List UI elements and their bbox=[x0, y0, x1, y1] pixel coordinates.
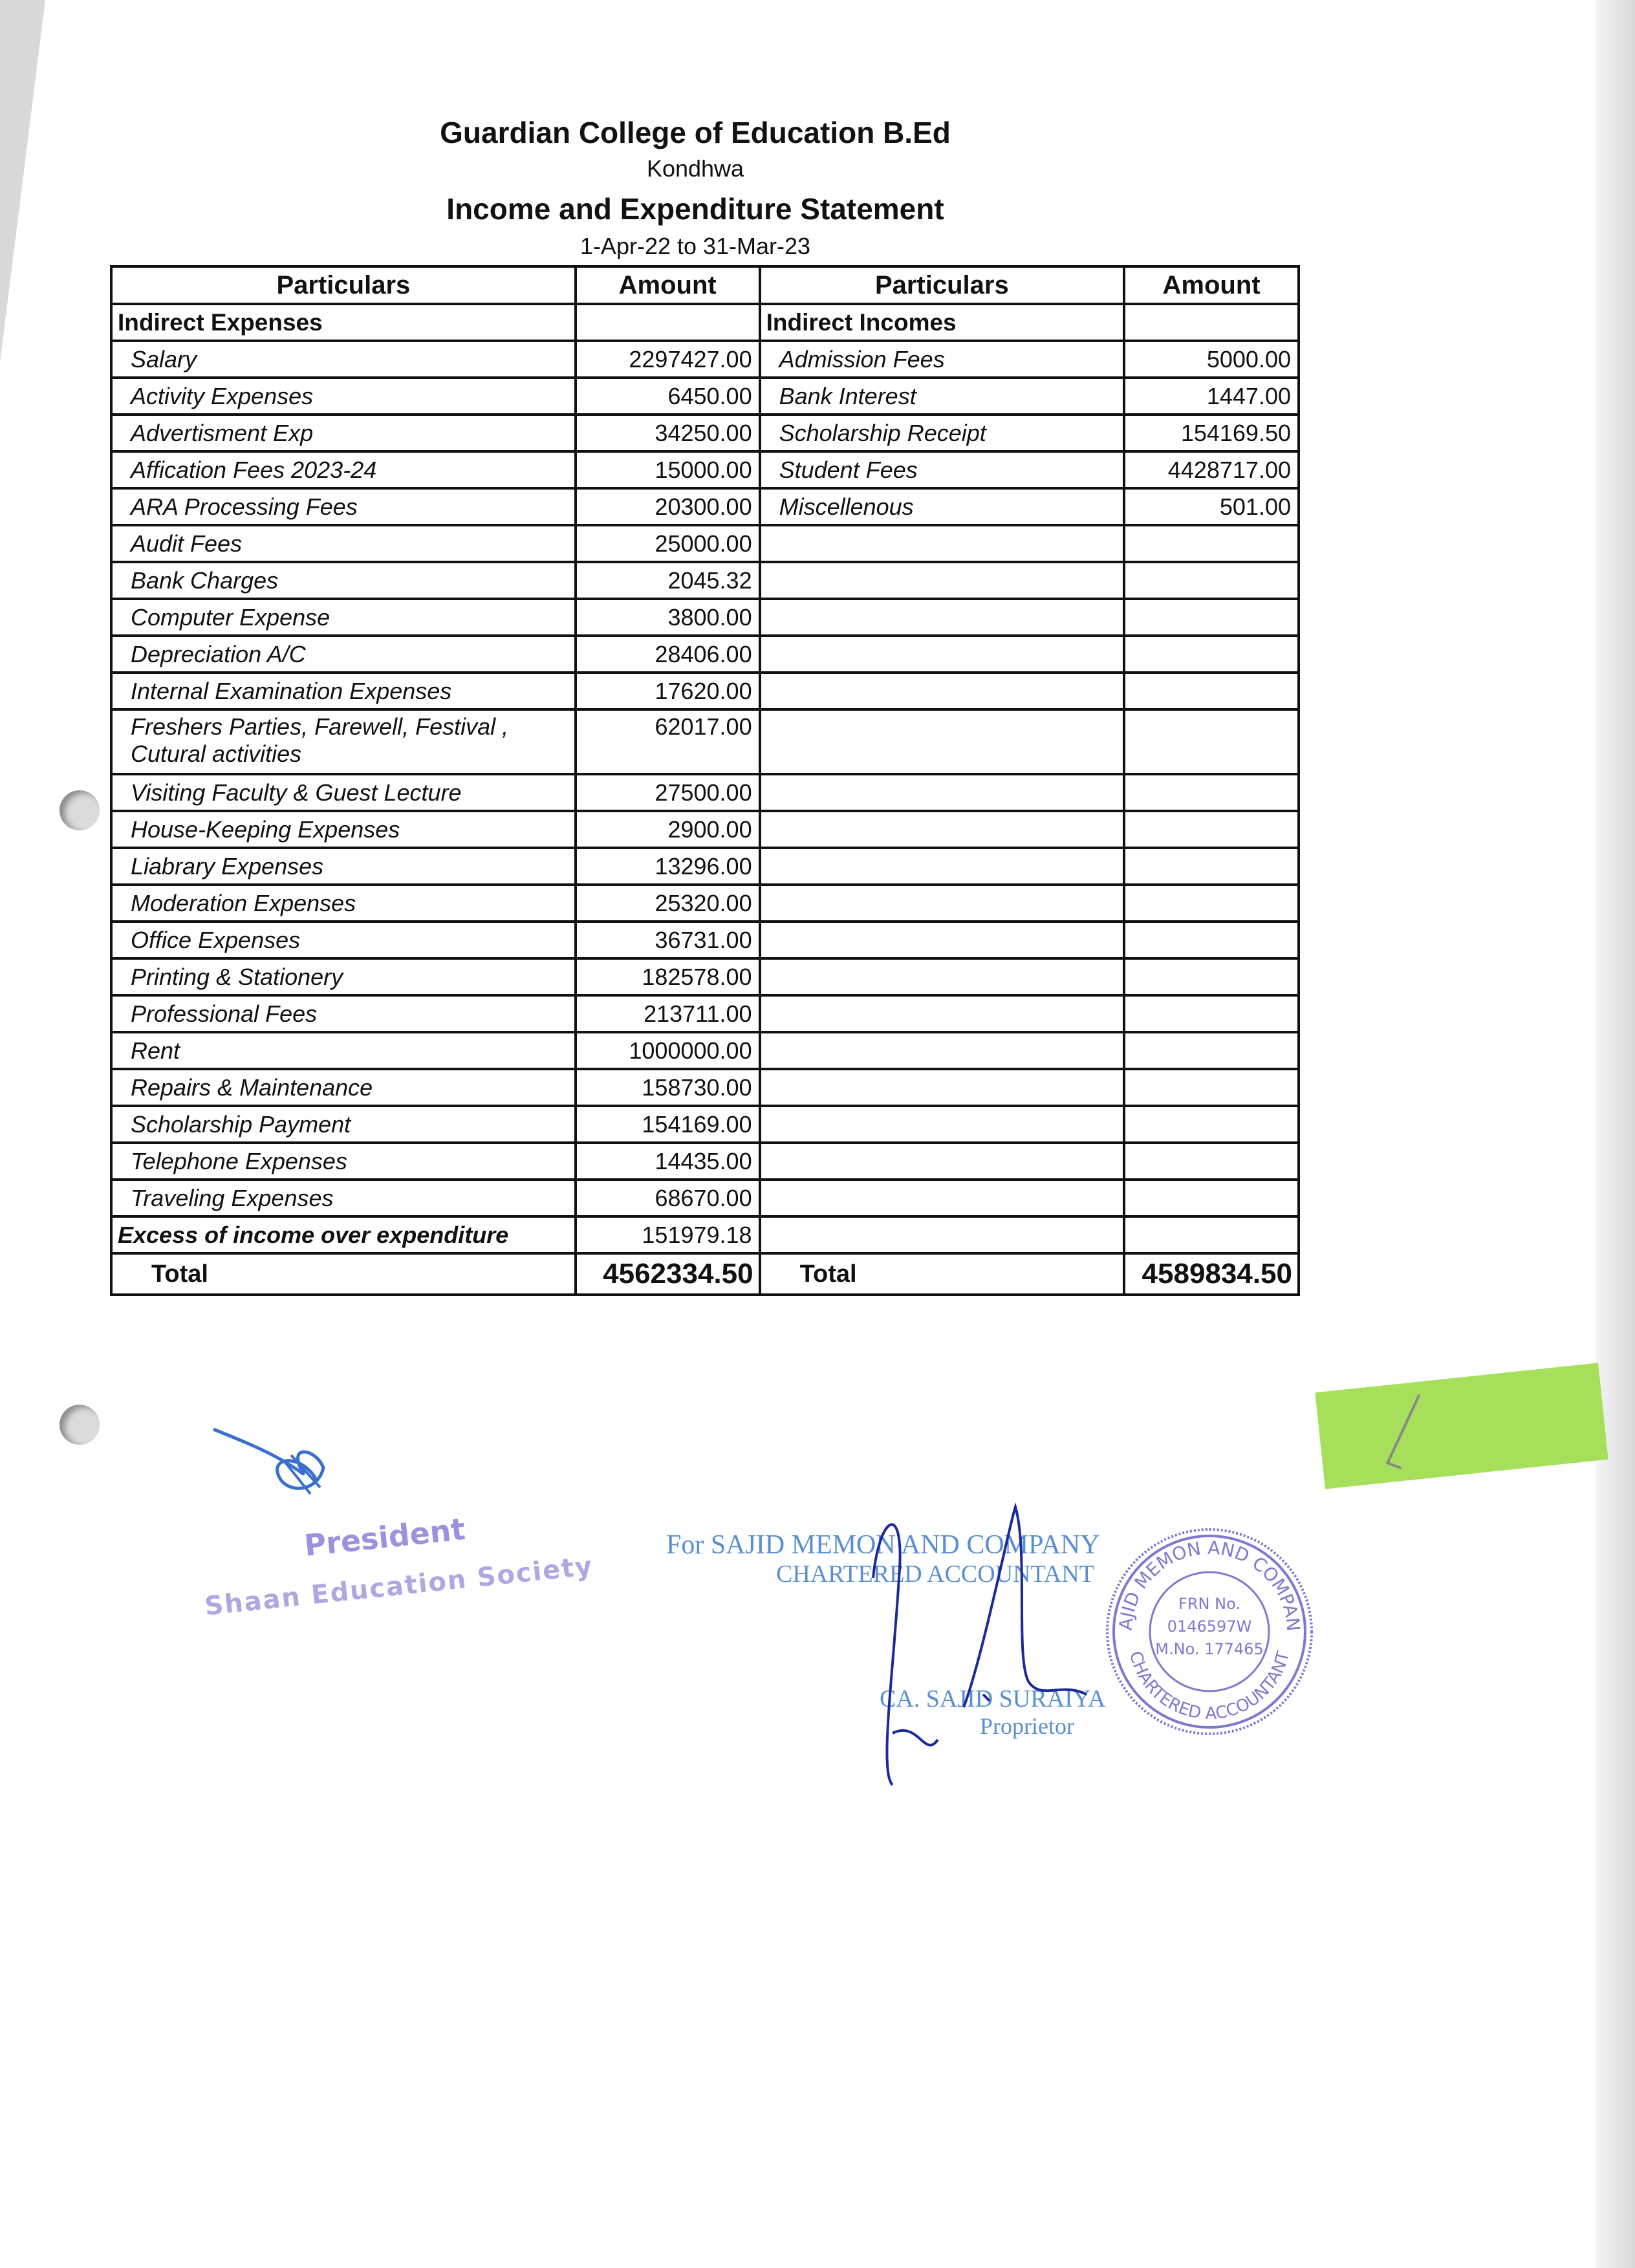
expense-amount: 14435.00 bbox=[576, 1143, 760, 1180]
expense-amount: 36731.00 bbox=[576, 922, 760, 958]
punch-hole bbox=[60, 790, 100, 830]
expense-amount: 68670.00 bbox=[576, 1180, 760, 1216]
table-row bbox=[111, 922, 1299, 958]
empty-cell bbox=[1124, 673, 1299, 709]
income-amount: 5000.00 bbox=[1124, 341, 1299, 378]
ca-role-stamp: Proprietor bbox=[980, 1713, 1074, 1739]
expense-amount: 13296.00 bbox=[576, 848, 760, 885]
empty-cell bbox=[1124, 562, 1299, 599]
empty-cell bbox=[1124, 1216, 1299, 1253]
expense-amount: 154169.00 bbox=[576, 1106, 760, 1143]
statement-title: Income and Expenditure Statement bbox=[446, 192, 944, 226]
ca-title-stamp: CHARTERED ACCOUNTANT bbox=[776, 1561, 1094, 1588]
expense-amount: 27500.00 bbox=[576, 774, 760, 811]
ca-name-stamp: CA. SAJID SURAIYA bbox=[880, 1685, 1106, 1712]
college-location: Kondhwa bbox=[646, 155, 744, 182]
empty-cell bbox=[760, 995, 1124, 1032]
empty-cell bbox=[760, 811, 1124, 848]
excess-amount: 151979.18 bbox=[576, 1216, 760, 1253]
expense-amount: 1000000.00 bbox=[576, 1032, 760, 1069]
page-edge-shadow bbox=[1596, 0, 1635, 2268]
svg-text:CHARTERED ACCOUNTANT bbox=[1125, 1649, 1294, 1723]
empty-cell bbox=[760, 673, 1124, 709]
table-row bbox=[111, 599, 1299, 636]
punch-hole bbox=[60, 1405, 100, 1445]
president-stamp: President bbox=[302, 1511, 467, 1563]
table-row bbox=[111, 1069, 1299, 1106]
expense-amount: 17620.00 bbox=[576, 673, 760, 709]
empty-cell bbox=[760, 525, 1124, 562]
table-row bbox=[111, 415, 1299, 451]
table-row bbox=[111, 1143, 1299, 1180]
table-row bbox=[111, 525, 1299, 562]
empty-cell bbox=[1124, 709, 1299, 774]
table-row bbox=[111, 451, 1299, 488]
sticky-tag bbox=[1315, 1363, 1608, 1489]
excess-label: Excess of income over expenditure bbox=[111, 1216, 576, 1253]
total-amount-left: 4562334.50 bbox=[576, 1253, 760, 1295]
total-row bbox=[111, 1253, 1299, 1295]
seal-frn: 0146597W bbox=[1167, 1617, 1252, 1636]
expense-amount: 34250.00 bbox=[576, 415, 760, 451]
table-row bbox=[111, 885, 1299, 922]
table-row bbox=[111, 1032, 1299, 1069]
income-label: Scholarship Receipt bbox=[760, 415, 1124, 451]
table-header-row bbox=[111, 266, 1299, 304]
total-label-right: Total bbox=[760, 1253, 1124, 1295]
empty-cell bbox=[1124, 811, 1299, 848]
expense-amount: 25320.00 bbox=[576, 885, 760, 922]
income-amount: 154169.50 bbox=[1124, 415, 1299, 451]
table-row bbox=[111, 848, 1299, 885]
expense-label: Moderation Expenses bbox=[111, 885, 576, 922]
president-signature bbox=[207, 1416, 336, 1517]
seal-frn-label: FRN No. bbox=[1178, 1595, 1240, 1613]
empty-cell bbox=[1124, 599, 1299, 636]
ca-firm-stamp: For SAJID MEMON AND COMPANY bbox=[666, 1530, 1100, 1560]
expense-label: Salary bbox=[111, 341, 576, 378]
empty-cell bbox=[760, 1216, 1124, 1253]
college-name: Guardian College of Education B.Ed bbox=[440, 116, 951, 149]
table-row bbox=[111, 488, 1299, 525]
income-label: Miscellenous bbox=[760, 488, 1124, 525]
empty-cell bbox=[760, 1143, 1124, 1180]
empty-cell bbox=[760, 922, 1124, 958]
seal-top-text: AJID MEMON AND COMPAN bbox=[1114, 1537, 1305, 1632]
expense-label: Depreciation A/C bbox=[111, 636, 576, 673]
table-row bbox=[111, 636, 1299, 673]
empty-cell bbox=[1124, 1180, 1299, 1216]
expense-label: Internal Examination Expenses bbox=[111, 673, 576, 709]
ca-signature bbox=[867, 1487, 1099, 1795]
empty-cell bbox=[1124, 958, 1299, 995]
incomes-group-label: Indirect Incomes bbox=[760, 304, 1124, 341]
expense-label: Freshers Parties, Farewell, Festival , Cutural activities bbox=[111, 709, 576, 774]
ca-seal bbox=[1103, 1525, 1316, 1738]
empty-cell bbox=[760, 1180, 1124, 1216]
expense-amount: 25000.00 bbox=[576, 525, 760, 562]
table-row bbox=[111, 774, 1299, 811]
expense-label: Audit Fees bbox=[111, 525, 576, 562]
expense-label: Advertisment Exp bbox=[111, 415, 576, 451]
empty-cell bbox=[760, 562, 1124, 599]
expense-amount: 2045.32 bbox=[576, 562, 760, 599]
expense-amount: 6450.00 bbox=[576, 378, 760, 415]
group-row bbox=[111, 304, 1299, 341]
table-row bbox=[111, 378, 1299, 415]
expense-amount: 2900.00 bbox=[576, 811, 760, 848]
empty-cell bbox=[760, 709, 1124, 774]
expense-amount: 20300.00 bbox=[576, 488, 760, 525]
expense-label: Printing & Stationery bbox=[111, 958, 576, 995]
table-row bbox=[111, 995, 1299, 1032]
expense-label: Bank Charges bbox=[111, 562, 576, 599]
expense-label: Scholarship Payment bbox=[111, 1106, 576, 1143]
empty-cell bbox=[1124, 1069, 1299, 1106]
expense-label: ARA Processing Fees bbox=[111, 488, 576, 525]
expense-label: Computer Expense bbox=[111, 599, 576, 636]
empty-cell bbox=[1124, 774, 1299, 811]
seal-mno: M.No. 177465 bbox=[1155, 1640, 1264, 1658]
expense-amount: 182578.00 bbox=[576, 958, 760, 995]
empty-cell bbox=[1124, 995, 1299, 1032]
empty-cell bbox=[760, 1106, 1124, 1143]
statement-period: 1-Apr-22 to 31-Mar-23 bbox=[579, 233, 811, 259]
income-amount: 501.00 bbox=[1124, 488, 1299, 525]
income-label: Bank Interest bbox=[760, 378, 1124, 415]
empty-cell bbox=[1124, 525, 1299, 562]
svg-text:SAJID MEMON AND COMPANY bbox=[1103, 1525, 1304, 1632]
header-amount-incomes: Amount bbox=[1124, 266, 1299, 304]
expense-label: Liabrary Expenses bbox=[111, 848, 576, 885]
expense-amount: 15000.00 bbox=[576, 451, 760, 488]
table-row bbox=[111, 673, 1299, 709]
expense-amount: 2297427.00 bbox=[576, 341, 760, 378]
empty-cell bbox=[760, 599, 1124, 636]
header-particulars-incomes: Particulars bbox=[760, 266, 1124, 304]
empty-cell bbox=[760, 848, 1124, 885]
empty-cell bbox=[1124, 636, 1299, 673]
empty-cell bbox=[760, 636, 1124, 673]
income-amount: 1447.00 bbox=[1124, 378, 1299, 415]
empty-cell bbox=[760, 1032, 1124, 1069]
empty-cell bbox=[1124, 1106, 1299, 1143]
table-row bbox=[111, 1106, 1299, 1143]
excess-row bbox=[111, 1216, 1299, 1253]
expense-amount: 213711.00 bbox=[576, 995, 760, 1032]
expense-amount: 62017.00 bbox=[576, 709, 760, 774]
expenses-group-label: Indirect Expenses bbox=[111, 304, 576, 341]
expense-amount: 158730.00 bbox=[576, 1069, 760, 1106]
table-row bbox=[111, 562, 1299, 599]
expense-label: Activity Expenses bbox=[111, 378, 576, 415]
expense-amount: 3800.00 bbox=[576, 599, 760, 636]
empty-cell bbox=[1124, 848, 1299, 885]
income-label: Student Fees bbox=[760, 451, 1124, 488]
empty-cell bbox=[1124, 304, 1299, 341]
total-amount-right: 4589834.50 bbox=[1124, 1253, 1299, 1295]
table-row bbox=[111, 1180, 1299, 1216]
empty-cell bbox=[1124, 922, 1299, 958]
table-row bbox=[111, 958, 1299, 995]
income-label: Admission Fees bbox=[760, 341, 1124, 378]
expense-amount: 28406.00 bbox=[576, 636, 760, 673]
income-expenditure-table bbox=[110, 265, 1300, 1296]
expense-label: Visiting Faculty & Guest Lecture bbox=[111, 774, 576, 811]
empty-cell bbox=[760, 885, 1124, 922]
expense-label: Traveling Expenses bbox=[111, 1180, 576, 1216]
expense-label: Office Expenses bbox=[111, 922, 576, 958]
empty-cell bbox=[760, 774, 1124, 811]
table-row bbox=[111, 709, 1299, 774]
expense-label: Rent bbox=[111, 1032, 576, 1069]
table-row bbox=[111, 341, 1299, 378]
header-amount-expenses: Amount bbox=[576, 266, 760, 304]
empty-cell bbox=[576, 304, 760, 341]
empty-cell bbox=[1124, 1032, 1299, 1069]
empty-cell bbox=[760, 1069, 1124, 1106]
expense-label: House-Keeping Expenses bbox=[111, 811, 576, 848]
table-row bbox=[111, 811, 1299, 848]
expense-label: Repairs & Maintenance bbox=[111, 1069, 576, 1106]
total-label-left: Total bbox=[111, 1253, 576, 1295]
society-stamp: Shaan Education Society bbox=[203, 1551, 595, 1622]
header-particulars-expenses: Particulars bbox=[111, 266, 576, 304]
empty-cell bbox=[760, 958, 1124, 995]
seal-bottom-text: CHARTERED ACCOUNTANT bbox=[1125, 1649, 1294, 1724]
expense-label: Professional Fees bbox=[111, 995, 576, 1032]
empty-cell bbox=[1124, 1143, 1299, 1180]
empty-cell bbox=[1124, 885, 1299, 922]
expense-label: Affication Fees 2023-24 bbox=[111, 451, 576, 488]
income-amount: 4428717.00 bbox=[1124, 451, 1299, 488]
expense-label: Telephone Expenses bbox=[111, 1143, 576, 1180]
